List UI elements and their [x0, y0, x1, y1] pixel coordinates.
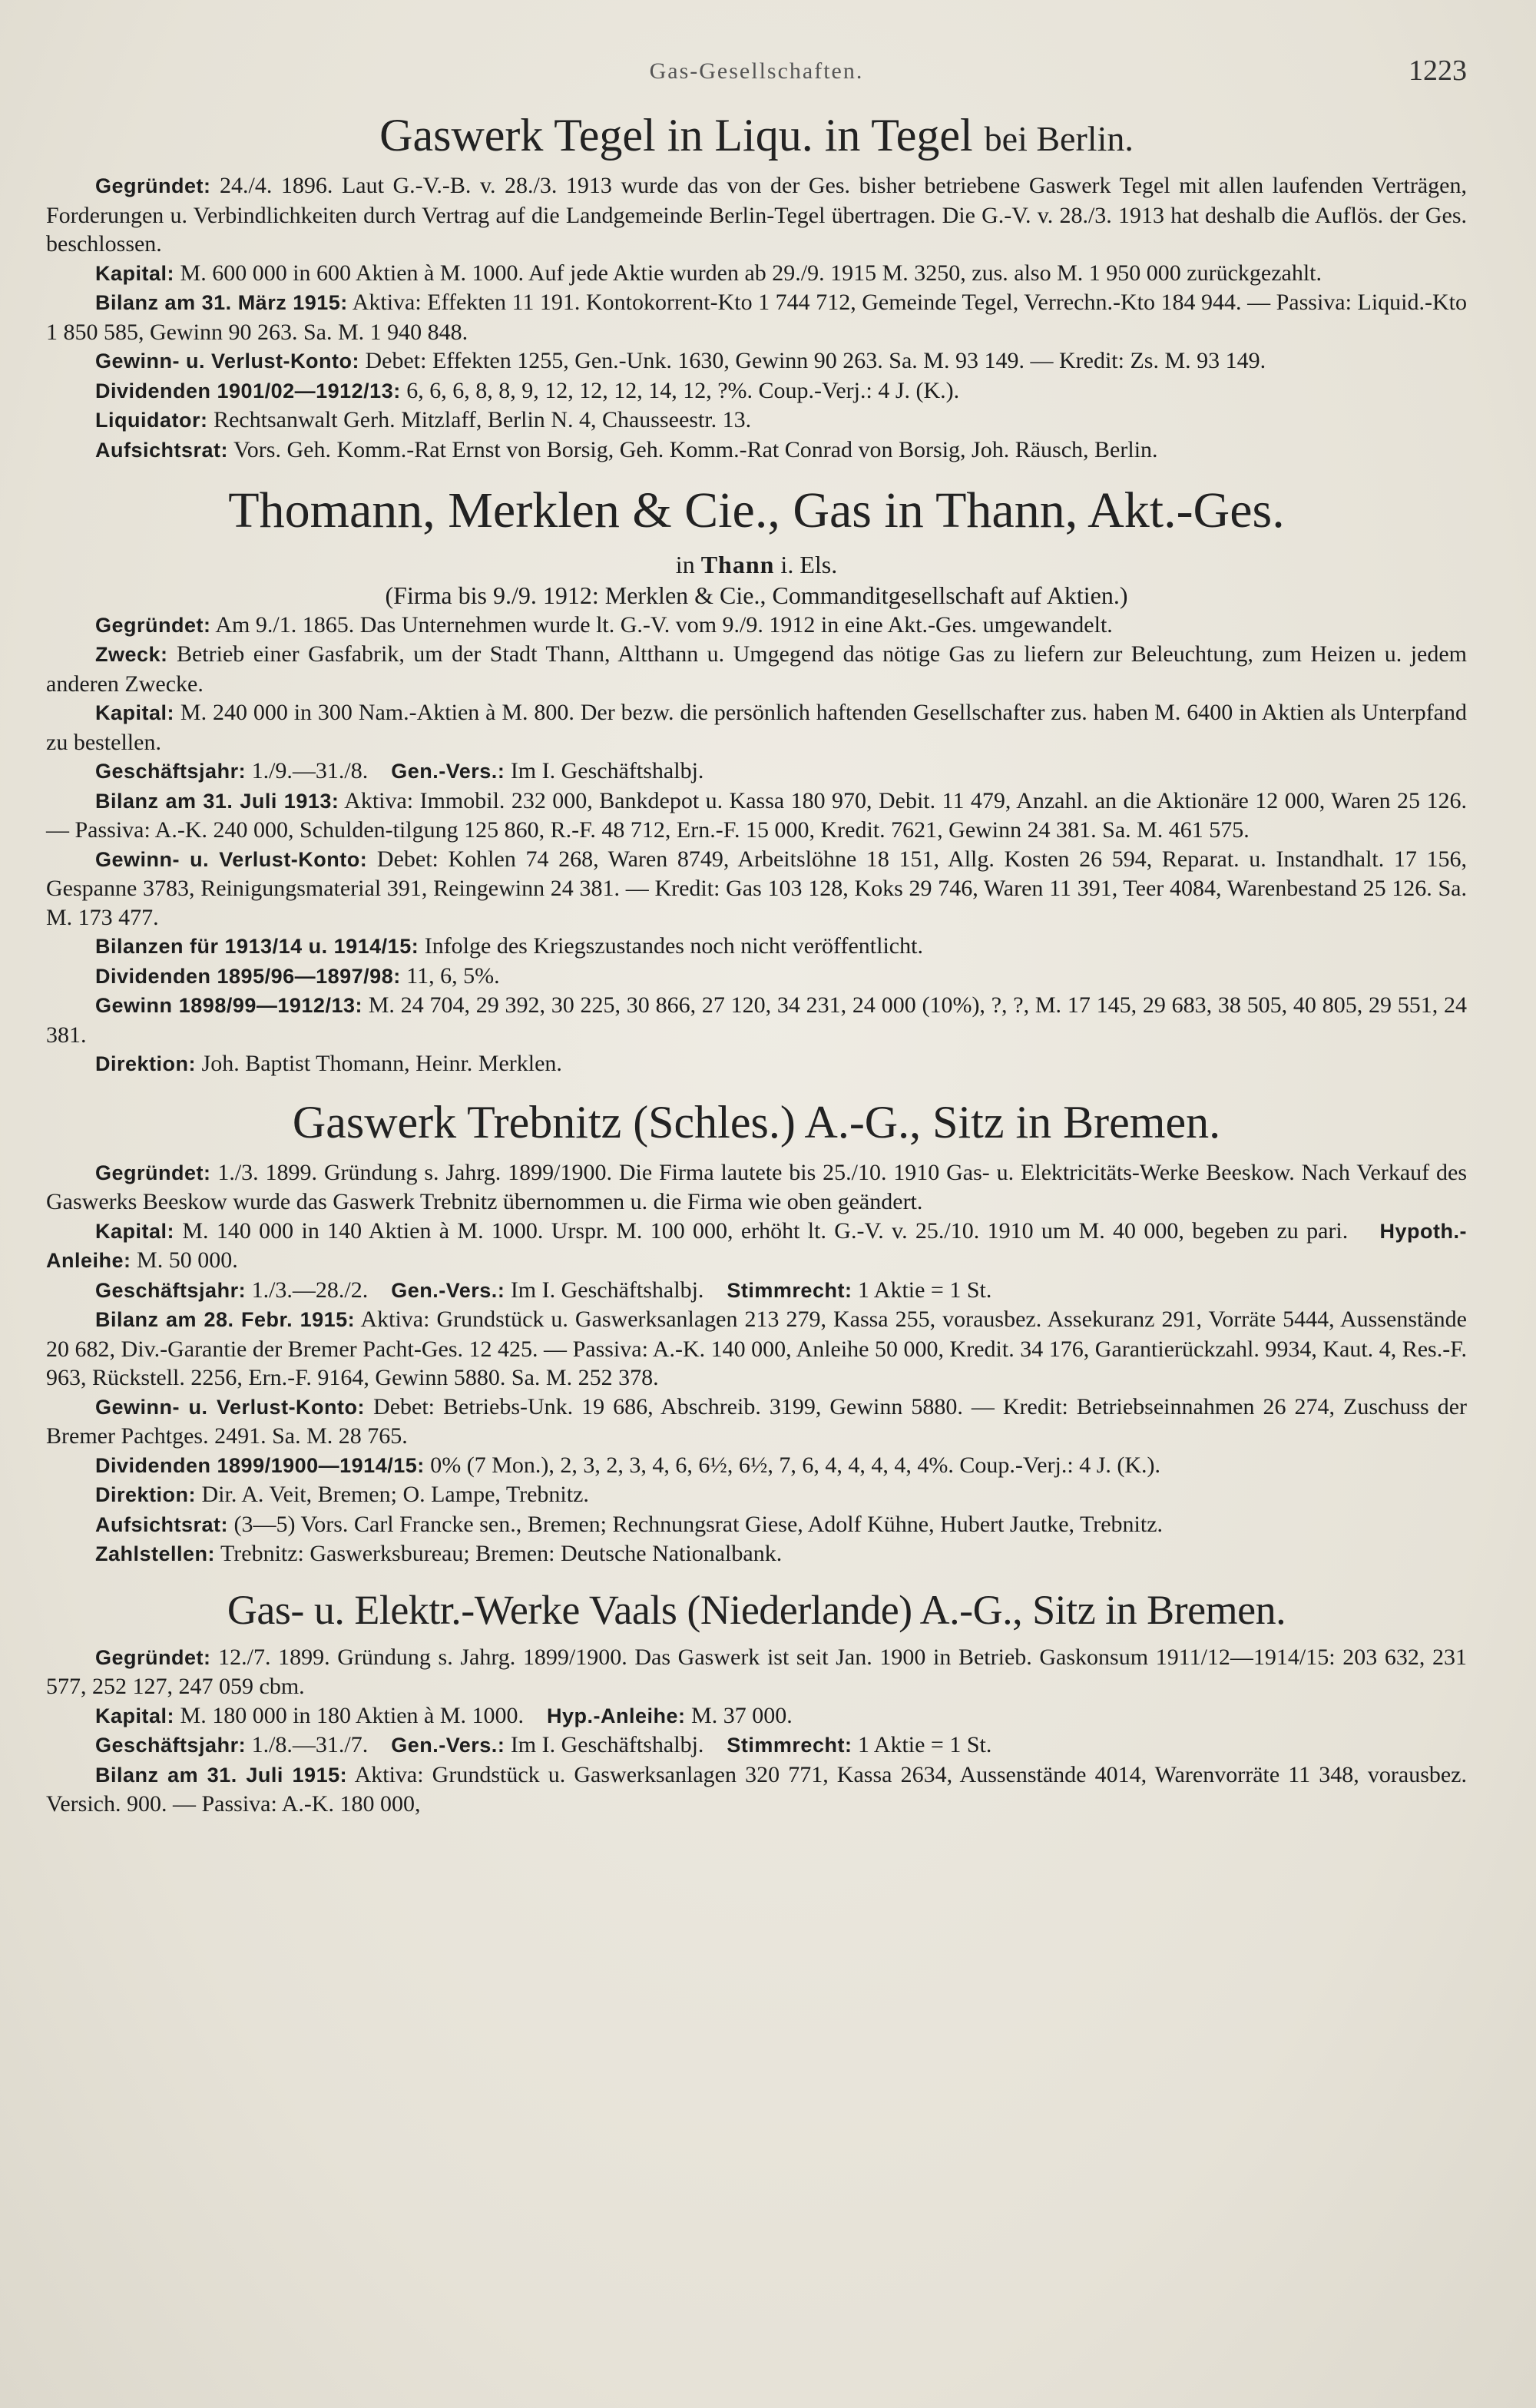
entry-gegruendet: Gegründet: 12./7. 1899. Gründung s. Jahrg. 1899/1900. Das Gaswerk ist seit Jan. 1900 in Betrieb. Gaskonsum 1911/12—1914/15: 203 632, 231 577, 252 127, 247 059 cbm. [46, 1644, 1467, 1700]
entry-zahlstellen: Zahlstellen: Trebnitz: Gaswerksbureau; Bremen: Deutsche Nationalbank. [95, 1541, 783, 1567]
entry-kapital: Kapital: M. 140 000 in 140 Aktien à M. 1000. Urspr. M. 100 000, erhöht lt. G.-V. v. 25./10. 1910 um M. 40 000, begeben zu pari. Hypoth.-Anleihe: M. 50 000. [46, 1217, 1468, 1274]
entry-geschaeftsjahr: Geschäftsjahr: 1./8.—31./7. Gen.-Vers.: Im I. Geschäftshalbj. Stimmrecht: 1 Aktie = 1 St. [95, 1732, 992, 1758]
entry-gewinn-verlust: Gewinn- u. Verlust-Konto: Debet: Effekten 1255, Gen.-Unk. 1630, Gewinn 90 263. Sa. M. 93 149. — Kredit: Zs. M. 93 149. [95, 348, 1266, 373]
company-vaals [46, 1586, 1467, 1819]
company-note: (Firma bis 9./9. 1912: Merklen & Cie., Commanditgesellschaft auf Aktien.) [385, 581, 1128, 609]
entry-geschaeftsjahr: Geschäftsjahr: 1./3.—28./2. Gen.-Vers.: Im I. Geschäftshalbj. Stimmrecht: 1 Aktie = 1 St. [95, 1277, 992, 1303]
entry-gewinn-verlust: Gewinn- u. Verlust-Konto: Debet: Betriebs-Unk. 19 686, Abschreib. 3199, Gewinn 5880. — Kredit: Betriebseinnahmen 26 274, Zuschuss der Bremer Pachtges. 2491. Sa. M. 28 765. [46, 1393, 1467, 1449]
entry-kapital: Kapital: M. 600 000 in 600 Aktien à M. 1000. Auf jede Aktie wurden ab 29./9. 1915 M. 3250, zus. also M. 1 950 000 zurückgezahlt. [95, 260, 1322, 286]
entry-aufsichtsrat: Aufsichtsrat: Vors. Geh. Komm.-Rat Ernst von Borsig, Geh. Komm.-Rat Conrad von Borsig, Joh. Räusch, Berlin. [95, 436, 1158, 462]
company-gaswerk-tegel [46, 109, 1467, 465]
entry-gewinn-verlust: Gewinn- u. Verlust-Konto: Debet: Kohlen 74 268, Waren 8749, Arbeitslöhne 18 151, Allg. Kosten 26 594, Reparat. u. Instandhalt. 17 156, Gespanne 3783, Reinigungsmaterial 391, Reingewinn 24 381. — Kredit: Gas 103 128, Koks 29 746, Waren 11 391, Teer 4084, Warenbestand 25 126. Sa. M. 173 477. [46, 846, 1467, 930]
entry-gewinn-jahre: Gewinn 1898/99—1912/13: M. 24 704, 29 392, 30 225, 30 866, 27 120, 34 231, 24 000 (10%), ?, ?, M. 17 145, 29 683, 38 505, 40 805, 29 551, 24 381. [46, 992, 1468, 1048]
running-head-title: Gas-Gesellschaften. [649, 58, 864, 84]
company-title: Gaswerk Tegel in Liqu. in Tegel bei Berlin. [379, 110, 1134, 161]
entry-geschaeftsjahr: Geschäftsjahr: 1./9.—31./8. Gen.-Vers.: Im I. Geschäftshalbj. [95, 758, 704, 784]
company-title: Gaswerk Trebnitz (Schles.) A.-G., Sitz in Bremen. [292, 1096, 1221, 1148]
entry-zweck: Zweck: Betrieb einer Gasfabrik, um der Stadt Thann, Altthann u. Umgegend das nötige Gas zu liefern zur Beleuchtung, zum Heizen u. jedem anderen Zwecke. [46, 641, 1467, 697]
entry-direktion: Direktion: Joh. Baptist Thomann, Heinr. Merklen. [95, 1051, 562, 1077]
entry-liquidator: Liquidator: Rechtsanwalt Gerh. Mitzlaff, Berlin N. 4, Chausseestr. 13. [95, 407, 752, 432]
entry-kapital: Kapital: M. 240 000 in 300 Nam.-Aktien à M. 800. Der bezw. die persönlich haftenden Gesellschafter zus. haben M. 6400 in Aktien als Unterpfand zu bestellen. [46, 700, 1468, 755]
entry-kapital: Kapital: M. 180 000 in 180 Aktien à M. 1000. Hyp.-Anleihe: M. 37 000. [95, 1702, 793, 1728]
company-thomann-merklen [46, 482, 1467, 1079]
entry-bilanz: Bilanz am 31. Juli 1913: Aktiva: Immobil. 232 000, Bankdepot u. Kassa 180 970, Debit. 11 479, Anzahl. an die Aktionäre 12 000, Waren 25 126. — Passiva: A.-K. 240 000, Schulden-tilgung 125 860, R.-F. 48 712, Ern.-F. 15 000, Kredit. 7621, Gewinn 24 381. Sa. M. 461 575. [46, 787, 1467, 843]
entry-bilanz: Bilanz am 31. Juli 1915: Aktiva: Grundstück u. Gaswerksanlagen 320 771, Kassa 2634, Aussenstände 4014, Warenvorräte 11 348, vorausbez. Versich. 900. — Passiva: A.-K. 180 000, [46, 1761, 1468, 1817]
entry-dividenden: Dividenden 1901/02—1912/13: 6, 6, 6, 8, 8, 9, 12, 12, 12, 14, 12, ?%. Coup.-Verj.: 4 J. (K.). [95, 377, 960, 403]
entry-aufsichtsrat: Aufsichtsrat: (3—5) Vors. Carl Francke sen., Bremen; Rechnungsrat Giese, Adolf Kühne, Hubert Jautke, Trebnitz. [95, 1511, 1164, 1537]
page-number: 1223 [1409, 55, 1467, 87]
company-title: Gas- u. Elektr.-Werke Vaals (Niederlande) A.-G., Sitz in Bremen. [227, 1586, 1286, 1633]
entry-dividenden: Dividenden 1899/1900—1914/15: 0% (7 Mon.), 2, 3, 2, 3, 4, 6, 6½, 6½, 7, 6, 4, 4, 4, 4, 4%. Coup.-Verj.: 4 J. (K.). [95, 1452, 1161, 1478]
entry-bilanzen: Bilanzen für 1913/14 u. 1914/15: Infolge des Kriegszustandes noch nicht veröffentlicht. [95, 933, 923, 959]
company-title: Thomann, Merklen & Cie., Gas in Thann, Akt.-Ges. [228, 482, 1285, 538]
entry-gegruendet: Gegründet: 24./4. 1896. Laut G.-V.-B. v. 28./3. 1913 wurde das von der Ges. bisher betriebene Gaswerk Tegel mit allen laufenden Verträgen, Forderungen u. Verbindlichkeiten durch Vertrag auf die Landgemeinde Berlin-Tegel übertragen. Die G.-V. v. 28./3. 1913 hat deshalb die Auflös. der Ges. beschlossen. [46, 173, 1468, 257]
company-subtitle: in Thann i. Els. [675, 550, 838, 578]
entry-dividenden: Dividenden 1895/96—1897/98: 11, 6, 5%. [95, 962, 500, 989]
company-gaswerk-trebnitz [46, 1096, 1467, 1569]
entry-direktion: Direktion: Dir. A. Veit, Bremen; O. Lampe, Trebnitz. [95, 1482, 589, 1508]
entry-bilanz: Bilanz am 31. März 1915: Aktiva: Effekten 11 191. Kontokorrent-Kto 1 744 712, Gemeinde Tegel, Verrechn.-Kto 184 944. — Passiva: Liquid.-Kto 1 850 585, Gewinn 90 263. Sa. M. 1 940 848. [46, 290, 1467, 345]
entry-bilanz: Bilanz am 28. Febr. 1915: Aktiva: Grundstück u. Gaswerksanlagen 213 279, Kassa 255, vorausbez. Assekuranz 291, Vorräte 5444, Aussenstände 20 682, Div.-Garantie der Bremer Pacht-Ges. 12 425. — Passiva: A.-K. 140 000, Anleihe 50 000, Kredit. 34 176, Garantierückzahl. 9934, Kaut. 4, Res.-F. 963, Rückstell. 2256, Ern.-F. 9164, Gewinn 5880. Sa. M. 252 378. [46, 1307, 1467, 1391]
running-head [46, 54, 1467, 92]
entry-gegruendet: Gegründet: 1./3. 1899. Gründung s. Jahrg. 1899/1900. Die Firma lautete bis 25./10. 1910 Gas- u. Elektricitäts-Werke Beeskow. Nach Verkauf des Gaswerks Beeskow wurde das Gaswerk Trebnitz übernommen u. die Firma wie oben geändert. [46, 1159, 1467, 1215]
entry-gegruendet: Gegründet: Am 9./1. 1865. Das Unternehmen wurde lt. G.-V. vom 9./9. 1912 in eine Akt.-Ges. umgewandelt. [95, 611, 1113, 638]
